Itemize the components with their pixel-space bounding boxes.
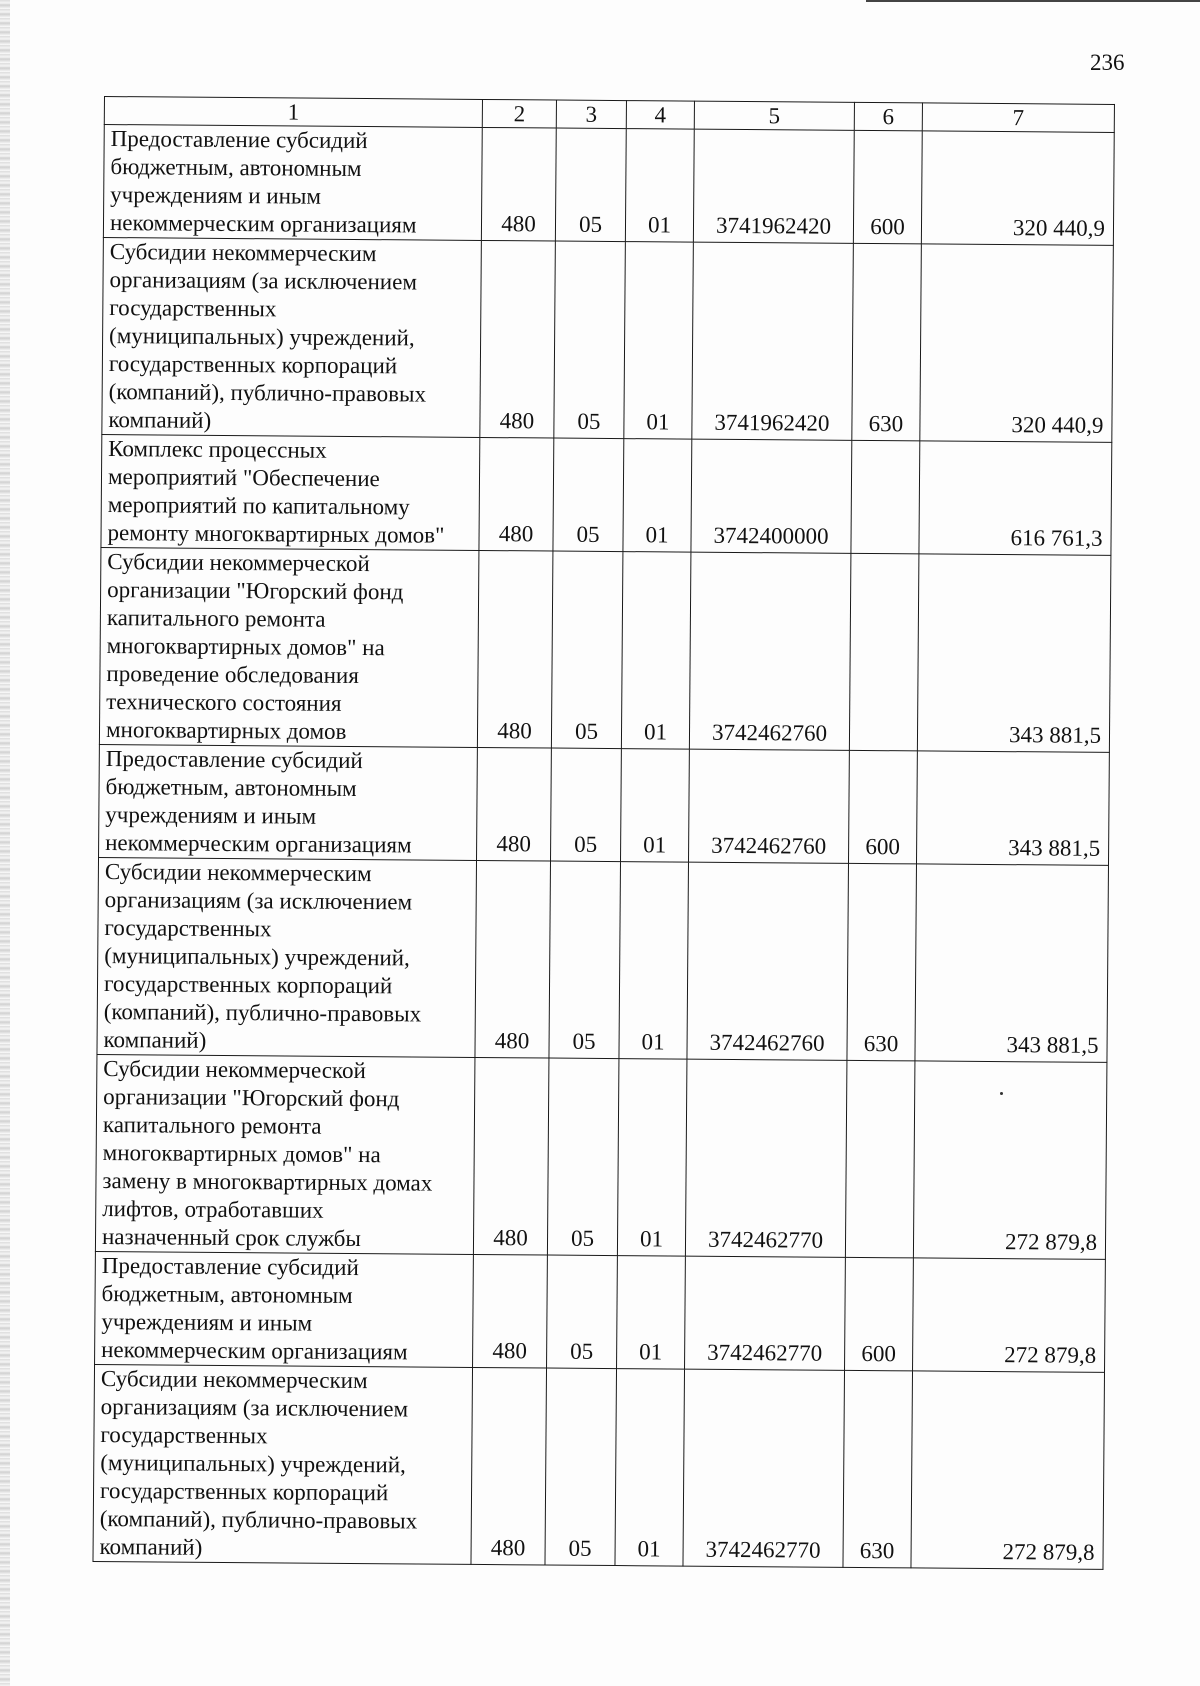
cell-col-5: 3741962420 [693,129,854,243]
cell-col-2: 480 [479,437,554,551]
row-name: Предоставление субсидий бюджетным, автономным учреждениям и иным некоммерческим организациям [99,744,478,860]
cell-col-3: 05 [551,748,622,862]
cell-col-6: 630 [847,863,917,1061]
cell-col-4: 01 [619,862,689,1060]
cell-col-3: 05 [555,128,626,242]
cell-amount: 272 879,8 [911,1371,1105,1570]
cell-amount: 320 440,9 [920,244,1114,443]
cell-col-3: 05 [553,438,624,552]
scan-speck [1000,1092,1003,1095]
cell-col-6: 630 [843,1370,913,1568]
cell-col-6: 600 [853,130,922,244]
row-name: Субсидии некоммерческой организации "Югорский фонд капитального ремонта многоквартирных домов" на проведение обследования технического состояния многоквартирных домов [99,547,479,747]
cell-amount: 320 440,9 [921,131,1114,246]
cell-col-5: 3742462760 [689,749,850,863]
cell-col-3: 05 [545,1368,617,1566]
row-name: Предоставление субсидий бюджетным, автономным учреждениям и иным некоммерческим организациям [103,125,482,241]
table-row [103,125,1114,246]
top-rule [866,0,1200,2]
cell-amount: 343 881,5 [915,864,1109,1063]
cell-col-4: 01 [621,749,690,863]
cell-col-4: 01 [623,439,692,553]
cell-col-3: 05 [549,861,621,1059]
table-row [97,857,1109,1062]
header-col-5: 5 [694,101,854,130]
cell-col-5: 3742462770 [683,1369,845,1567]
budget-table-wrapper [92,96,1113,1570]
cell-amount: 343 881,5 [916,751,1109,866]
table-row [93,1364,1105,1569]
cell-amount: 616 761,3 [919,441,1112,556]
cell-col-2: 480 [475,860,551,1058]
cell-col-4: 01 [617,1059,687,1257]
table-row [95,1251,1106,1372]
cell-col-3: 05 [547,1255,618,1369]
row-name: Субсидии некоммерческим организациям (за исключением государственных (муниципальных) учреждений, государственных корпораций (компаний), публично-правовых компаний) [97,857,477,1057]
cell-col-4: 01 [621,552,691,750]
cell-col-2: 480 [477,550,553,748]
cell-col-6 [849,553,919,751]
cell-col-5: 3742400000 [691,439,852,553]
cell-col-5: 3742462770 [685,1256,846,1370]
cell-col-5: 3742462760 [687,862,849,1060]
cell-col-6: 600 [848,750,917,864]
header-col-3: 3 [556,100,626,129]
header-col-7: 7 [922,103,1114,133]
cell-col-3: 05 [554,241,626,439]
table-row [95,1054,1107,1259]
row-name: Субсидии некоммерческим организациям (за исключением государственных (муниципальных) учреждений, государственных корпораций (компаний), публично-правовых компаний) [93,1364,473,1564]
cell-amount: 272 879,8 [913,1061,1107,1260]
cell-col-6 [851,440,920,554]
page-number: 236 [1090,50,1125,75]
row-name: Субсидии некоммерческим организациям (за исключением государственных (муниципальных) учреждений, государственных корпораций (компаний), публично-правовых компаний) [102,237,482,437]
cell-col-6: 600 [845,1257,914,1371]
scan-edge [0,0,10,1686]
cell-col-4: 01 [617,1256,686,1370]
cell-col-3: 05 [551,551,623,749]
cell-amount: 343 881,5 [917,554,1111,753]
cell-col-2: 480 [471,1367,547,1565]
cell-amount: 272 879,8 [913,1258,1106,1373]
cell-col-5: 3742462770 [685,1059,847,1257]
cell-col-2: 480 [480,240,556,438]
row-name: Предоставление субсидий бюджетным, автономным учреждениям и иным некоммерческим организациям [95,1251,474,1367]
cell-col-2: 480 [477,747,552,861]
cell-col-2: 480 [481,127,556,241]
cell-col-3: 05 [547,1058,619,1256]
header-col-6: 6 [854,102,922,131]
cell-col-6 [845,1060,915,1258]
cell-col-4: 01 [624,242,694,440]
table-row [99,744,1110,865]
cell-col-6: 630 [852,243,922,441]
cell-col-2: 480 [473,1057,549,1255]
table-row [101,434,1112,555]
table-row [99,547,1111,752]
cell-col-5: 3741962420 [692,242,854,440]
budget-table [92,96,1114,1570]
row-name: Комплекс процессных мероприятий "Обеспечение мероприятий по капитальному ремонту многоквартирных домов" [101,434,480,550]
row-name: Субсидии некоммерческой организации "Югорский фонд капитального ремонта многоквартирных домов" на замену в многоквартирных домах лифтов, отработавших назначенный срок службы [95,1054,475,1254]
cell-col-4: 01 [615,1369,685,1567]
header-col-4: 4 [626,101,694,130]
table-row [102,237,1114,442]
cell-col-5: 3742462760 [689,552,851,750]
header-col-2: 2 [482,99,556,128]
cell-col-4: 01 [625,129,694,243]
header-col-1: 1 [104,97,482,128]
cell-col-2: 480 [473,1254,548,1368]
